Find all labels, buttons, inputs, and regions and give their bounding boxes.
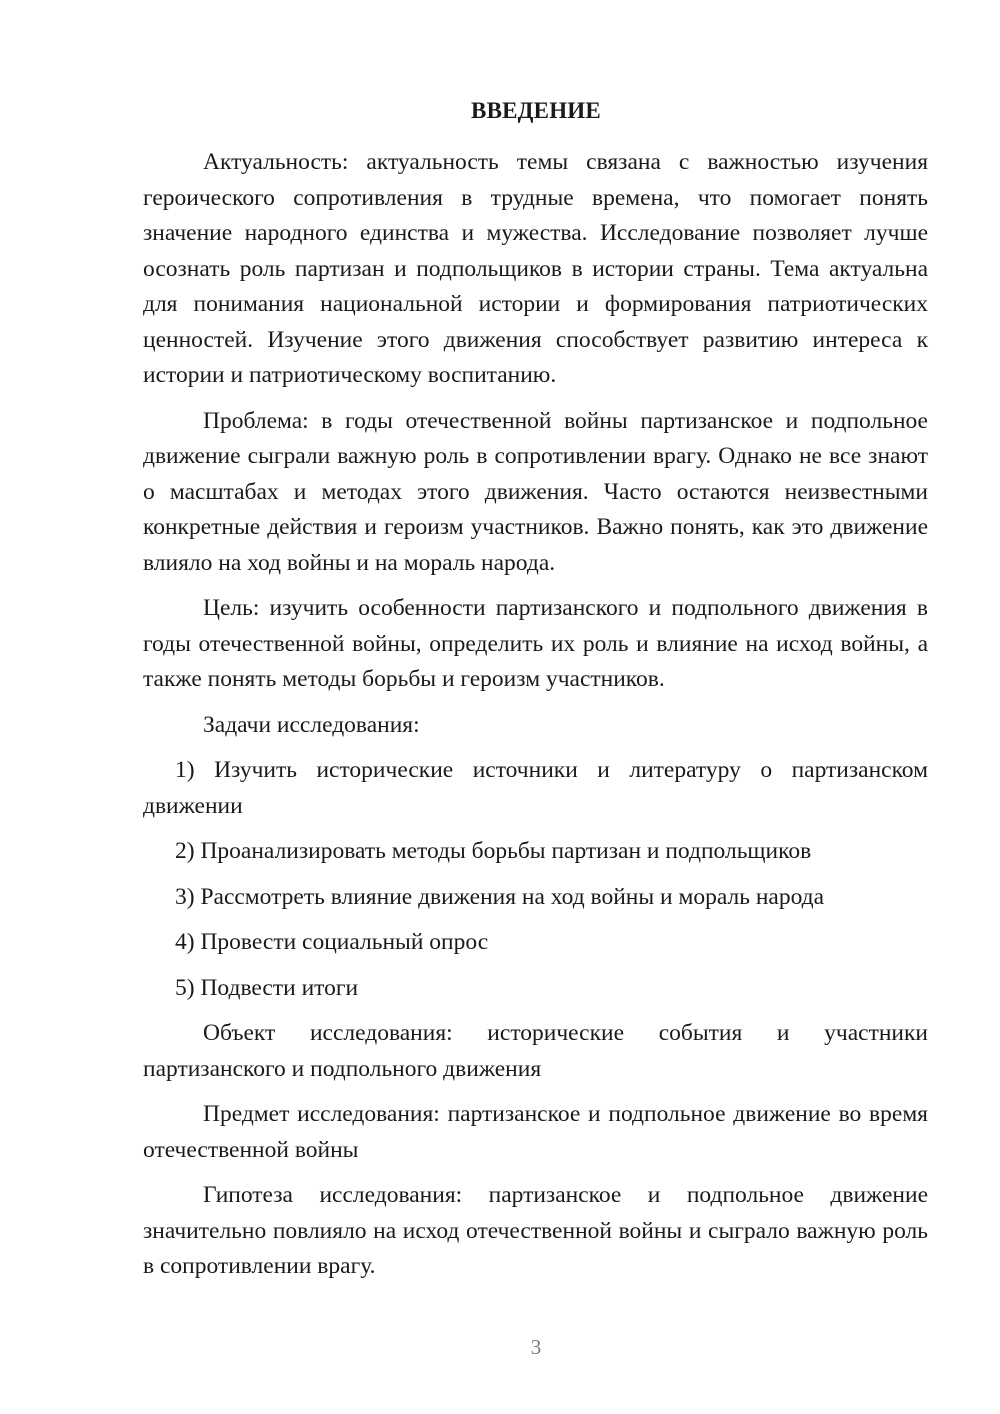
task-item-3: 3) Рассмотреть влияние движения на ход войны и мораль народа: [175, 883, 825, 910]
page-number: 3: [530, 1335, 542, 1359]
paragraph-subject: Предмет исследования: партизанское и подпольное движение во время отечественной войны: [143, 1101, 928, 1163]
task-item-2: 2) Проанализировать методы борьбы партизан и подпольщиков: [175, 838, 812, 864]
paragraph-object: Объект исследования: исторические события и участники партизанского и подпольного движения: [143, 1020, 928, 1082]
paragraph-relevance: Актуальность: актуальность темы связана с важностью изучения героического сопротивления в трудные времена, что помогает понять значение народного единства и мужества. Исследование позволяет лучше осознать роль партизан и подпольщиков в истории страны. Тема актуальна для понимания национальной истории и формирования патриотических ценностей. Изучение этого движения способствует развитию интереса к истории и патриотическому воспитанию.: [143, 149, 928, 388]
document-title: ВВЕДЕНИЕ: [471, 98, 601, 123]
task-item-5: 5) Подвести итоги: [175, 974, 359, 1001]
task-item-4: 4) Провести социальный опрос: [175, 929, 489, 955]
task-item-1: 1) Изучить исторические источники и литературу о партизанском движении: [143, 757, 928, 819]
paragraph-goal: Цель: изучить особенности партизанского и подпольного движения в годы отечественной войны, определить их роль и влияние на исход войны, а также понять методы борьбы и героизм участников.: [143, 595, 928, 692]
tasks-heading: Задачи исследования:: [203, 711, 420, 738]
document-body: [143, 145, 928, 1295]
paragraph-hypothesis: Гипотеза исследования: партизанское и подпольное движение значительно повлияло на исход отечественной войны и сыграло важную роль в сопротивлении врагу.: [143, 1182, 928, 1279]
paragraph-problem: Проблема: в годы отечественной войны партизанское и подпольное движение сыграли важную роль в сопротивлении врагу. Однако не все знают о масштабах и методах этого движения. Часто остаются неизвестными конкретные действия и героизм участников. Важно понять, как это движение влияло на ход войны и на мораль народа.: [143, 407, 928, 576]
